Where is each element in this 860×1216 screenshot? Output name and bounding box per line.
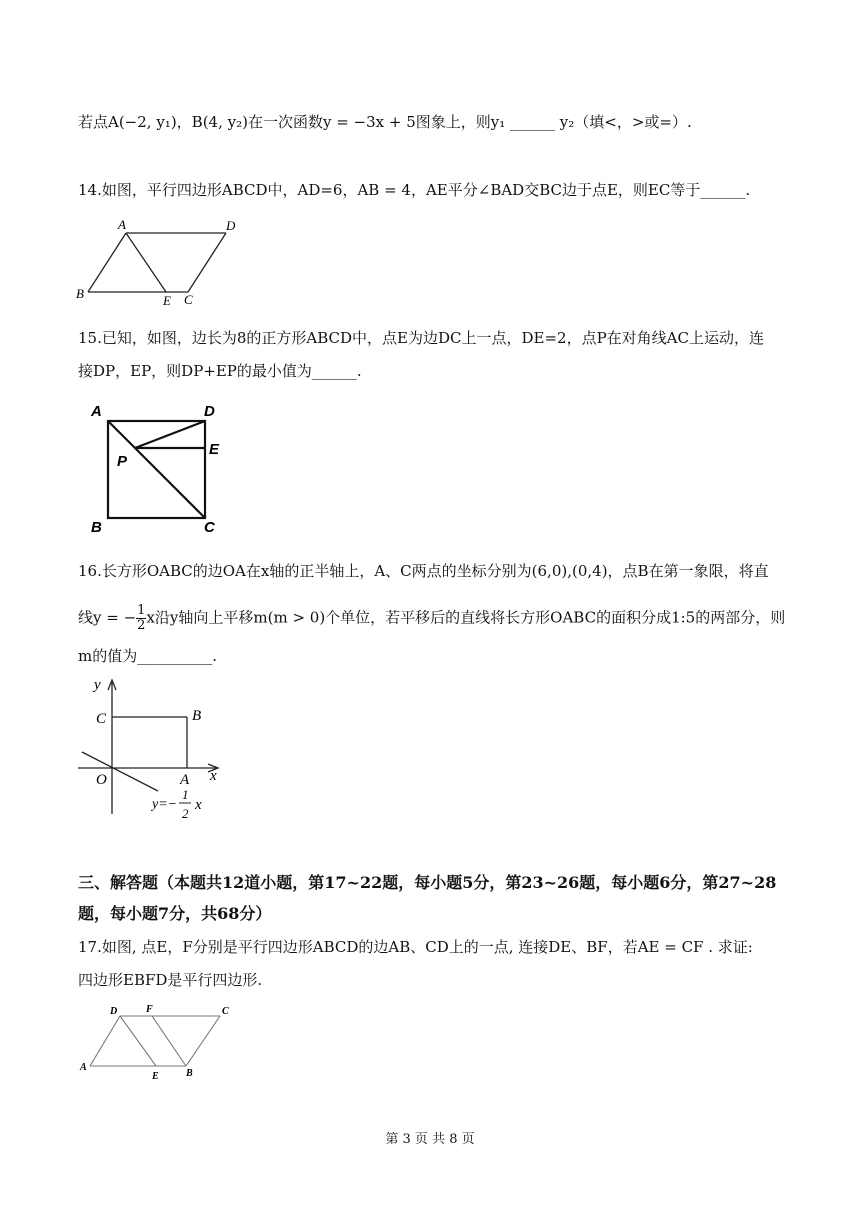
label-A: A — [118, 217, 126, 232]
page-footer: 第 3 页 共 8 页 — [385, 1132, 475, 1147]
question-15-line1: 15.已知，如图，边长为8的正方形ABCD中，点E为边DC上一点，DE=2，点P在对角线AC上运动，连 — [78, 329, 764, 347]
question-15-line2: 接DP，EP，则DP+EP的最小值为______. — [78, 362, 362, 380]
label-F: F — [146, 1004, 153, 1015]
label-B: B — [91, 519, 102, 536]
label-D: D — [226, 218, 236, 233]
label-D: D — [110, 1006, 118, 1017]
question-17-line2: 四边形EBFD是平行四边形. — [78, 971, 263, 989]
question-16-line2 — [78, 604, 785, 633]
label-A: A — [80, 1062, 87, 1073]
label-C: C — [184, 292, 193, 307]
label-B: B — [76, 286, 84, 301]
fraction-one-half: $\frac{1}{2}$ — [137, 603, 146, 633]
label-A: A — [91, 403, 102, 420]
question-13: 若点A(−2, y₁)，B(4, y₂)在一次函数y = −3x + 5图象上，则y₁ ______ y₂（填<，>或=）. — [78, 113, 692, 131]
label-E: E — [152, 1071, 159, 1082]
parallelogram-figure-q14 — [76, 216, 246, 308]
line-label-num: 1 — [182, 787, 189, 802]
line-label-prefix: y=− — [152, 797, 178, 812]
label-D: D — [204, 403, 215, 420]
question-14: 14.如图，平行四边形ABCD中，AD=6，AB = 4，AE平分∠BAD交BC边于点E，则EC等于______. — [78, 181, 751, 199]
axis-label-y: y — [94, 677, 101, 693]
square-figure-q15 — [86, 400, 236, 536]
line-label-den: 2 — [182, 806, 189, 821]
q16-line-suffix: x沿y轴向上平移m(m > 0)个单位，若平移后的直线将长方形OABC的面积分成1:5的两部分，则 — [146, 608, 786, 627]
line-label-suffix: x — [195, 797, 202, 813]
label-B: B — [186, 1068, 193, 1079]
label-E: E — [163, 293, 171, 308]
label-A: A — [180, 772, 190, 788]
parallelogram-figure-q17 — [76, 1000, 246, 1086]
label-O: O — [96, 772, 107, 788]
label-E: E — [209, 441, 220, 458]
label-C: C — [222, 1006, 229, 1017]
q16-line-prefix: 线y = − — [78, 608, 137, 627]
section-heading-line1: 三、解答题（本题共12道小题，第17~22题，每小题5分，第23~26题，每小题6分，第27~28 — [78, 873, 777, 892]
label-C: C — [96, 711, 107, 727]
section-heading-line2: 题，每小题7分，共68分） — [78, 904, 272, 923]
question-16-line3: m的值为__________. — [78, 647, 217, 665]
label-C: C — [204, 519, 215, 536]
coordinate-figure-q16 — [76, 672, 236, 824]
label-B: B — [192, 708, 202, 724]
axis-label-x: x — [210, 768, 217, 784]
question-16-line1: 16.长方形OABC的边OA在x轴的正半轴上，A、C两点的坐标分别为(6,0),(0,4)，点B在第一象限，将直 — [78, 562, 769, 580]
label-P: P — [117, 453, 128, 470]
question-17-line1: 17.如图, 点E，F分别是平行四边形ABCD的边AB、CD上的一点, 连接DE、BF，若AE = CF . 求证: — [78, 938, 753, 956]
